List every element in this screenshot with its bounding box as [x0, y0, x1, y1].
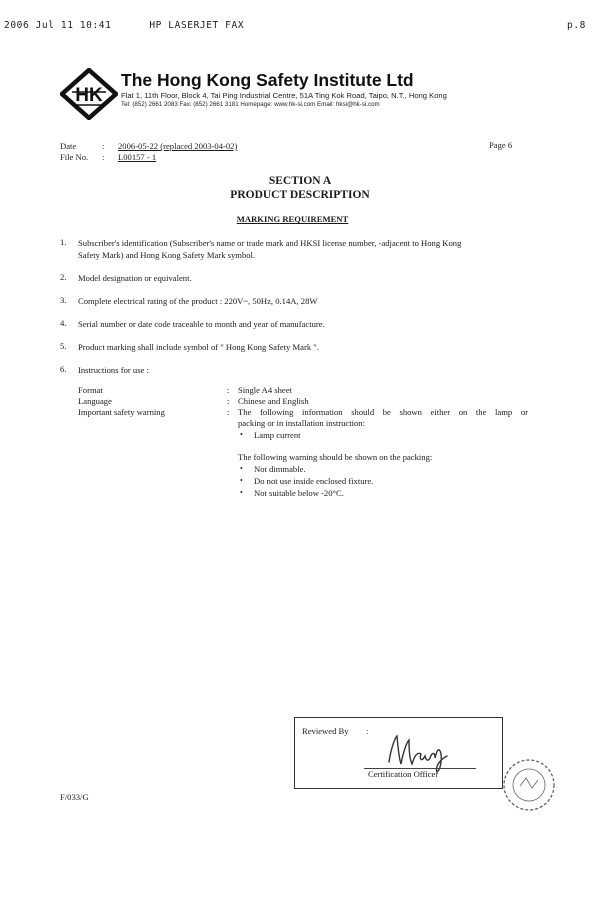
section-subtitle: PRODUCT DESCRIPTION [230, 189, 370, 201]
list-item-number: 1. [60, 237, 67, 247]
list-item-number: 2. [60, 272, 67, 282]
page-number: Page 6 [489, 140, 513, 150]
safety-warning-text-cont: packing or in installation instruction: [238, 418, 365, 428]
date-value: 2006-05-22 (replaced 2003-04-02) [118, 141, 238, 151]
list-item-text: Product marking shall include symbol of " Hong Kong Safety Mark ". [78, 342, 319, 352]
organization-address: Flat 1, 11th Floor, Block 4, Tai Ping Industrial Centre, 51A Ting Kok Road, Taipo, N.T., Hong Kong [121, 91, 447, 100]
list-item-number: 3. [60, 295, 67, 305]
reviewed-by-colon: : [366, 726, 369, 736]
organization-contact: Tel: (852) 2661 2083 Fax: (852) 2661 3181 Homepage: www.hk-si.com Email: hksi@hk-si.com [121, 101, 380, 108]
list-item-text: Instructions for use : [78, 365, 149, 375]
certification-officer-label: Certification Officer [368, 769, 439, 779]
fax-header-left: 2006 Jul 11 10:41 HP LASERJET FAX [4, 20, 245, 31]
language-label: Language [78, 396, 112, 406]
list-item-number: 5. [60, 341, 67, 351]
format-value: Single A4 sheet [238, 385, 292, 395]
bullet-icon: • [240, 430, 243, 439]
bullet-item: Do not use inside enclosed fixture. [254, 476, 374, 486]
reviewed-by-label: Reviewed By [302, 726, 349, 736]
format-label: Format [78, 385, 103, 395]
safety-warning-colon: : [227, 407, 230, 417]
list-item-text: Complete electrical rating of the product : 220V~, 50Hz, 0.14A, 28W [78, 296, 318, 306]
format-colon: : [227, 385, 230, 395]
bullet-item: Lamp current [254, 430, 301, 440]
organization-name: The Hong Kong Safety Institute Ltd [121, 70, 414, 90]
official-stamp-icon [500, 756, 558, 814]
bullet-item: Not suitable below -20°C. [254, 488, 344, 498]
hksi-logo-icon [60, 68, 118, 120]
fax-page-number: p.8 [567, 20, 586, 31]
date-colon: : [102, 141, 105, 151]
list-item-text: Model designation or equivalent. [78, 273, 192, 283]
list-item-number: 4. [60, 318, 67, 328]
date-label: Date [60, 141, 77, 151]
bullet-icon: • [240, 488, 243, 497]
list-item-number: 6. [60, 364, 67, 374]
safety-warning-text: The following information should be shown either on the lamp or [238, 407, 528, 417]
packing-warning-intro: The following warning should be shown on the packing: [238, 452, 433, 462]
bullet-item: Not dimmable. [254, 464, 306, 474]
bullet-icon: • [240, 476, 243, 485]
marking-requirement-heading: MARKING REQUIREMENT [236, 214, 349, 224]
list-item-line: Safety Mark) and Hong Kong Safety Mark symbol. [78, 250, 256, 260]
bullet-icon: • [240, 464, 243, 473]
list-item-line: Subscriber's identification (Subscriber's name or trade mark and HKSI license number, -adjacent to Hong Kong [78, 238, 462, 248]
file-label: File No. [60, 152, 89, 162]
file-colon: : [102, 152, 105, 162]
list-item-text [78, 237, 461, 261]
file-number: L00157 - 1 [118, 152, 157, 162]
safety-warning-label: Important safety warning [78, 407, 165, 417]
section-title: SECTION A [268, 175, 332, 187]
language-colon: : [227, 396, 230, 406]
list-item-text: Serial number or date code traceable to month and year of manufacture. [78, 319, 325, 329]
svg-text:HK: HK [75, 85, 103, 106]
form-code: F/033/G [60, 792, 89, 802]
language-value: Chinese and English [238, 396, 309, 406]
